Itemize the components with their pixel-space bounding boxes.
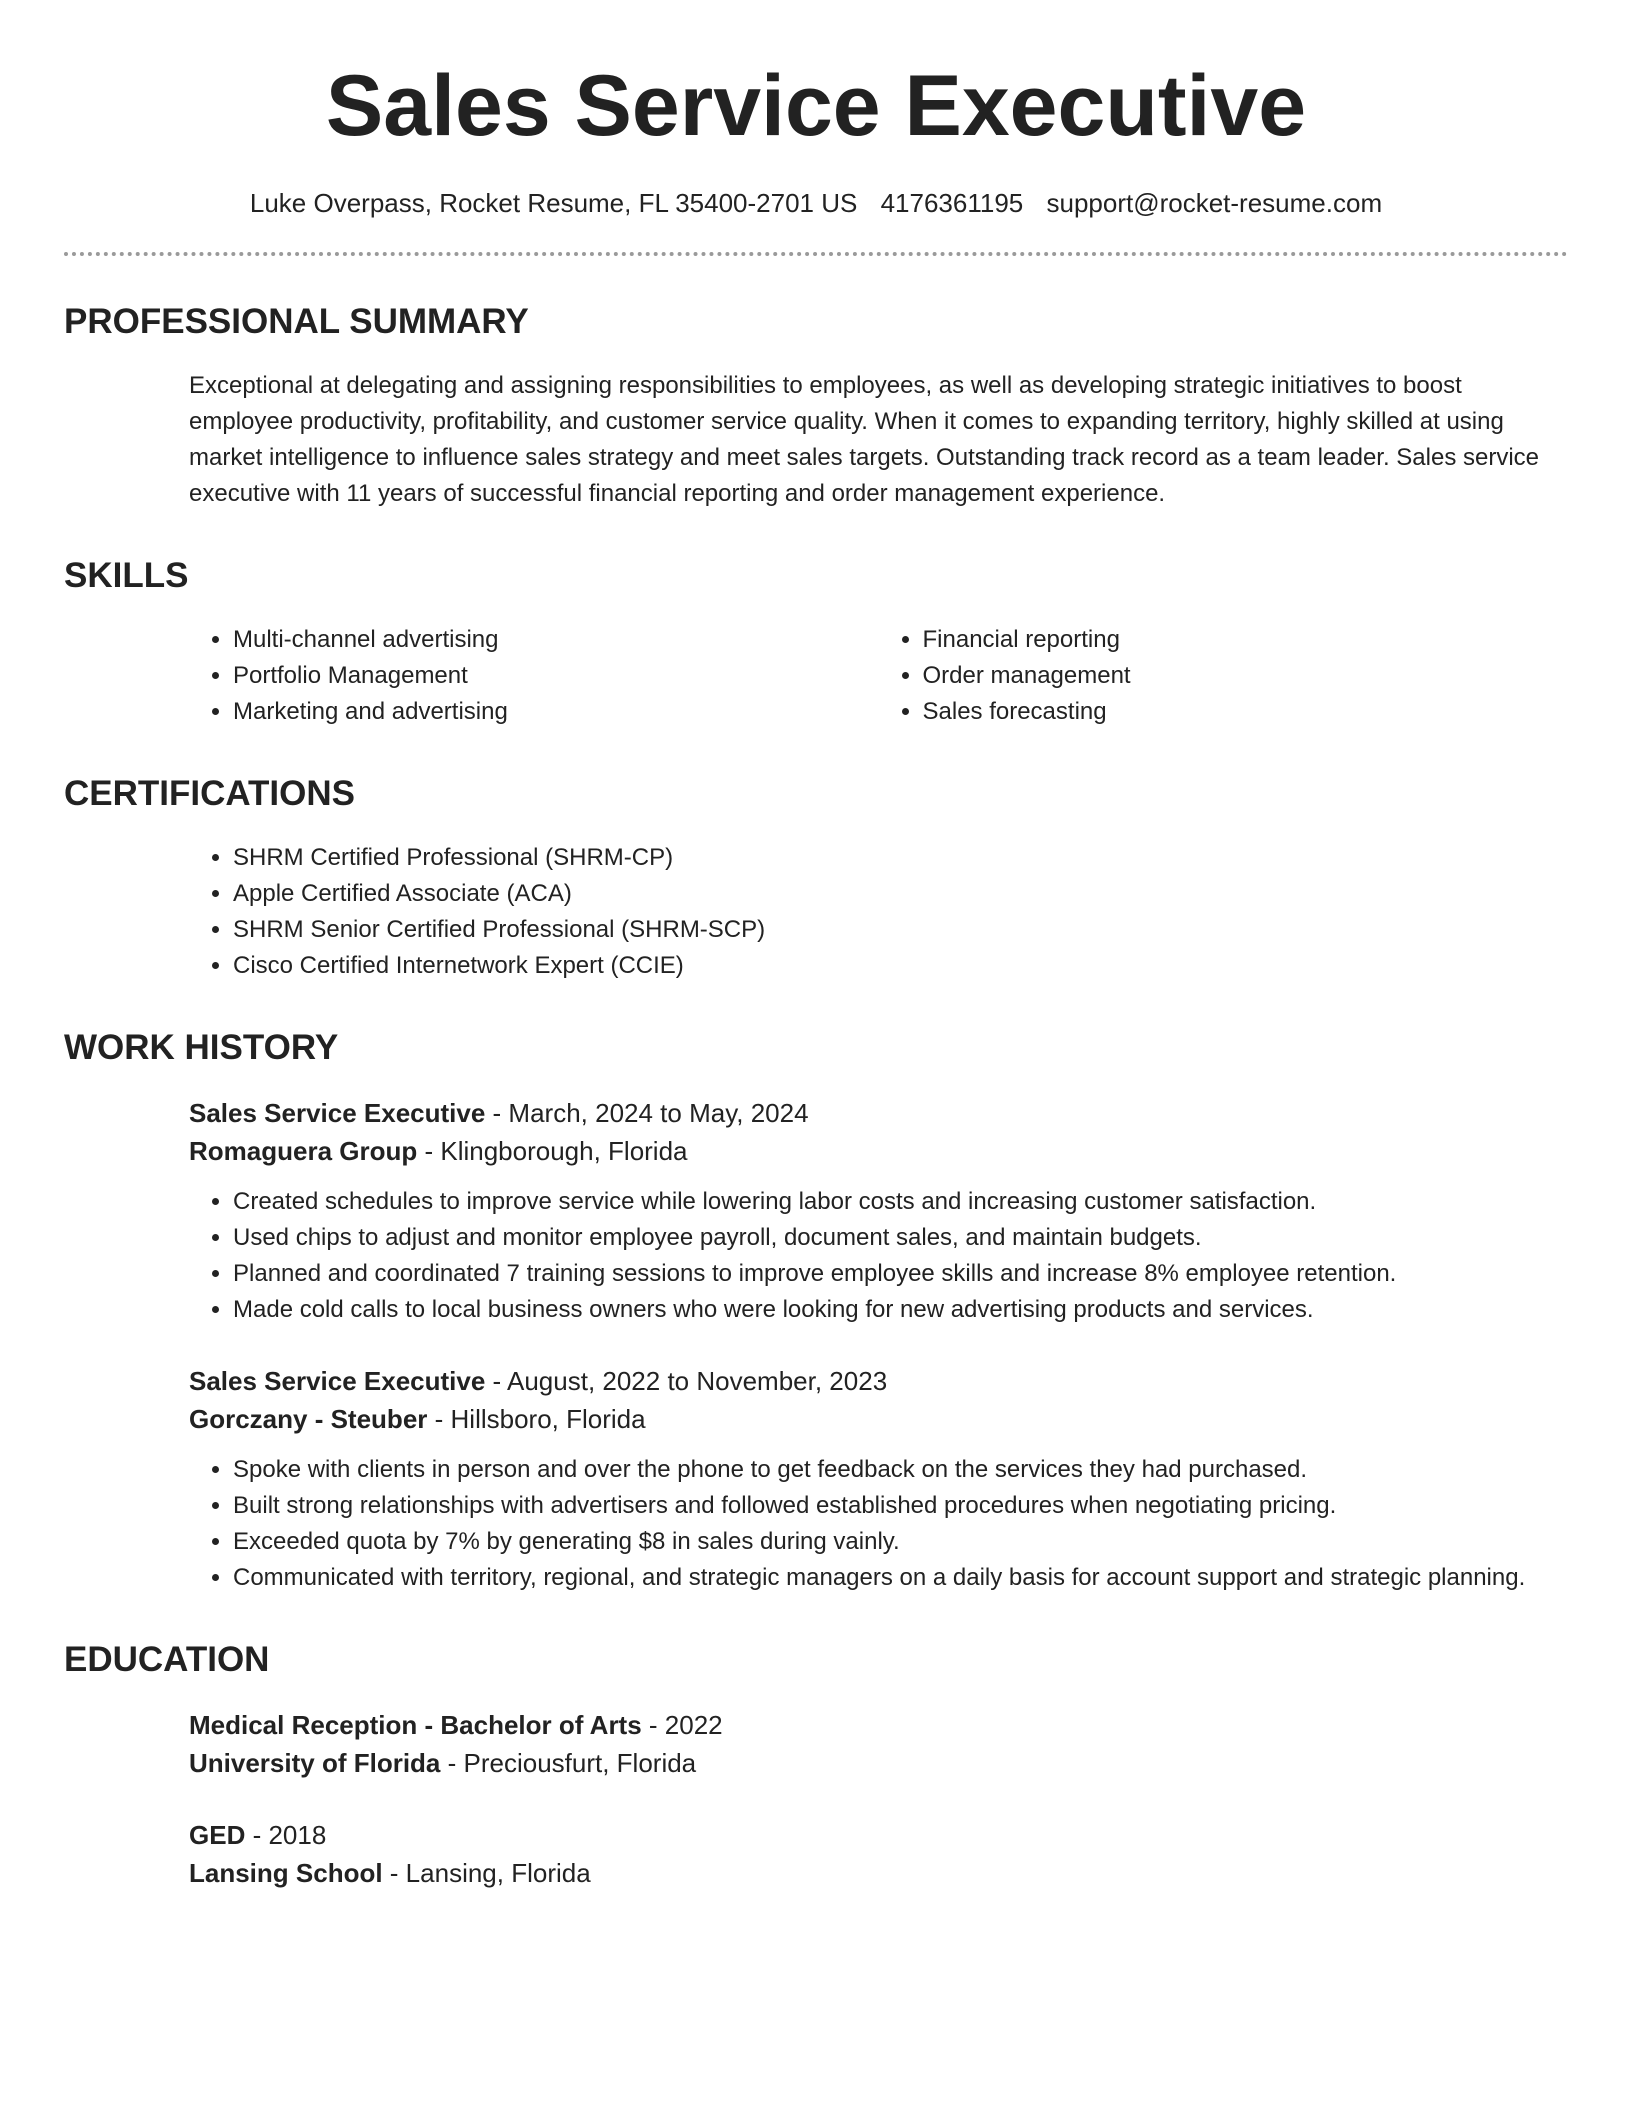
skill-item: • Marketing and advertising	[233, 694, 879, 730]
job-bullet: • Communicated with territory, regional, and strategic managers on a daily basis for account support and strategic planning.	[233, 1560, 1568, 1596]
education-school: Lansing School	[189, 1858, 383, 1888]
job-location: - Hillsboro, Florida	[427, 1404, 646, 1434]
skill-item: • Order management	[923, 658, 1569, 694]
skills-grid	[189, 622, 1568, 730]
certifications-body	[189, 840, 1568, 984]
education-section	[64, 1638, 1568, 1892]
skills-list-right	[879, 622, 1569, 730]
job-entry	[189, 1094, 1568, 1328]
education-school-line	[189, 1744, 1568, 1782]
job-bullets	[189, 1452, 1568, 1596]
job-entry	[189, 1362, 1568, 1596]
skill-item: • Portfolio Management	[233, 658, 879, 694]
education-location: - Lansing, Florida	[382, 1858, 591, 1888]
education-entry	[189, 1706, 1568, 1782]
education-entry	[189, 1816, 1568, 1892]
contact-line	[64, 186, 1568, 220]
skills-section	[64, 554, 1568, 730]
certification-item: • SHRM Certified Professional (SHRM-CP)	[233, 840, 1568, 876]
education-location: - Preciousfurt, Florida	[440, 1748, 697, 1778]
skill-item: • Multi-channel advertising	[233, 622, 879, 658]
resume-title: Sales Service Executive	[325, 58, 1307, 154]
skill-item: • Financial reporting	[923, 622, 1569, 658]
work-history-body	[189, 1094, 1568, 1596]
job-bullet: • Planned and coordinated 7 training sessions to improve employee skills and increase 8% employee retention.	[233, 1256, 1568, 1292]
skills-heading: SKILLS	[64, 556, 189, 595]
education-degree: GED	[189, 1820, 246, 1850]
contact-address: Luke Overpass, Rocket Resume, FL 35400-2701 US	[249, 188, 858, 218]
education-degree-line	[189, 1706, 1568, 1744]
work-history-heading: WORK HISTORY	[64, 1028, 339, 1067]
job-company-line	[189, 1400, 1568, 1438]
contact-phone: 4176361195	[880, 188, 1024, 218]
work-history-section	[64, 1026, 1568, 1596]
job-dates: - August, 2022 to November, 2023	[485, 1366, 888, 1396]
education-school-line	[189, 1854, 1568, 1892]
job-title-line	[189, 1362, 1568, 1400]
job-bullet: • Created schedules to improve service while lowering labor costs and increasing customer satisfaction.	[233, 1184, 1568, 1220]
job-title: Sales Service Executive	[189, 1098, 486, 1128]
job-title-line	[189, 1094, 1568, 1132]
summary-heading: PROFESSIONAL SUMMARY	[64, 302, 529, 341]
summary-section	[64, 300, 1568, 512]
certifications-section	[64, 772, 1568, 984]
job-company: Gorczany - Steuber	[189, 1404, 428, 1434]
job-bullet: • Made cold calls to local business owners who were looking for new advertising products and services.	[233, 1292, 1568, 1328]
skills-list-left	[189, 622, 879, 730]
certification-item: • Cisco Certified Internetwork Expert (CCIE)	[233, 948, 1568, 984]
job-title: Sales Service Executive	[189, 1366, 486, 1396]
education-degree: Medical Reception - Bachelor of Arts	[189, 1710, 642, 1740]
education-school: University of Florida	[189, 1748, 441, 1778]
education-year: - 2022	[641, 1710, 723, 1740]
contact-email: support@rocket-resume.com	[1046, 188, 1383, 218]
skill-item: • Sales forecasting	[923, 694, 1569, 730]
certifications-list	[189, 840, 1568, 984]
summary-text: Exceptional at delegating and assigning responsibilities to employees, as well as developing strategic initiatives to boost employee productivity, profitability, and customer service quality. When it comes to expanding territory, highly skilled at using market intelligence to influence sales strategy and meet sales targets. Outstanding track record as a team leader. Sales service executive with 11 years of successful financial reporting and order management experience.	[189, 372, 1540, 507]
job-bullet: • Used chips to adjust and monitor employee payroll, document sales, and maintain budgets.	[233, 1220, 1568, 1256]
job-bullet: • Exceeded quota by 7% by generating $8 in sales during vainly.	[233, 1524, 1568, 1560]
job-bullets	[189, 1184, 1568, 1328]
job-company: Romaguera Group	[189, 1136, 418, 1166]
job-location: - Klingborough, Florida	[417, 1136, 688, 1166]
job-company-line	[189, 1132, 1568, 1170]
education-year: - 2018	[245, 1820, 327, 1850]
job-bullet: • Spoke with clients in person and over the phone to get feedback on the services they had purchased.	[233, 1452, 1568, 1488]
summary-body	[189, 368, 1568, 512]
header-divider	[64, 252, 1568, 256]
job-dates: - March, 2024 to May, 2024	[485, 1098, 809, 1128]
education-body	[189, 1706, 1568, 1892]
certification-item: • SHRM Senior Certified Professional (SHRM-SCP)	[233, 912, 1568, 948]
job-bullet: • Built strong relationships with advertisers and followed established procedures when negotiating pricing.	[233, 1488, 1568, 1524]
certification-item: • Apple Certified Associate (ACA)	[233, 876, 1568, 912]
education-heading: EDUCATION	[64, 1640, 270, 1679]
certifications-heading: CERTIFICATIONS	[64, 774, 356, 813]
education-degree-line	[189, 1816, 1568, 1854]
